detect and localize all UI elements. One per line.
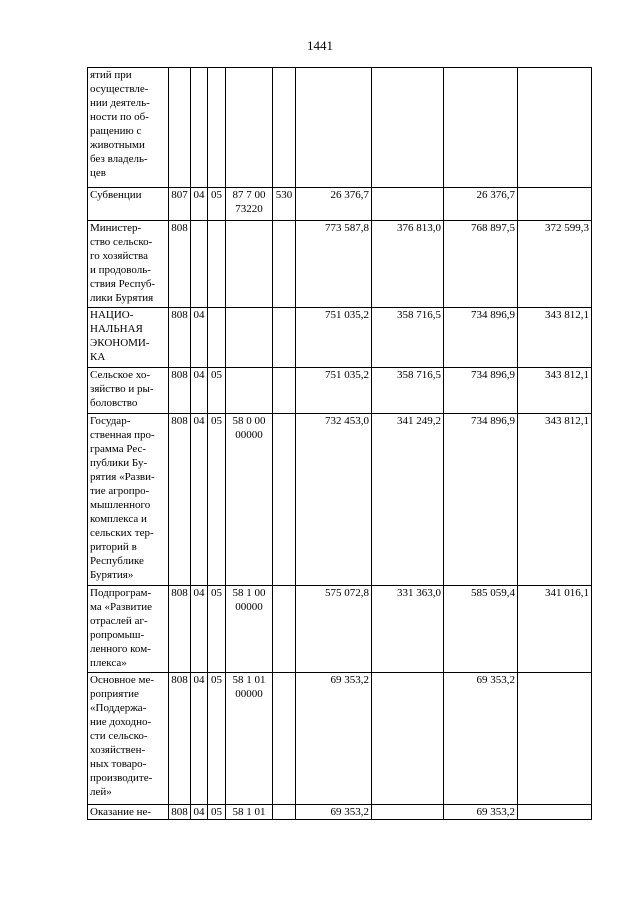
value-3 xyxy=(444,188,518,221)
rz-code-text: 04 xyxy=(193,309,205,321)
value-1 xyxy=(296,414,372,586)
csr-code xyxy=(226,414,273,586)
value-2-text: 358 716,5 xyxy=(397,309,441,321)
row-name-text: Оказание не- xyxy=(90,806,152,818)
value-4 xyxy=(518,308,592,368)
gr-code-text: 808 xyxy=(171,222,188,234)
value-4 xyxy=(518,368,592,414)
gr-code-text: 808 xyxy=(171,309,188,321)
gr-code xyxy=(169,586,191,673)
pr-code-text: 05 xyxy=(211,369,222,381)
pr-code-text: 05 xyxy=(211,674,222,686)
rz-code xyxy=(191,368,208,414)
table-row xyxy=(88,586,592,673)
row-name-text: ятий при осуществле- нии деятель- ности по об- ращению с животными без владель- цев xyxy=(90,69,150,179)
row-name-text: Субвенции xyxy=(90,189,142,201)
table-row xyxy=(88,368,592,414)
rz-code xyxy=(191,805,208,820)
table-row xyxy=(88,673,592,805)
vr-code xyxy=(273,673,296,805)
table-row xyxy=(88,308,592,368)
vr-code-text: 530 xyxy=(275,189,293,201)
value-4 xyxy=(518,805,592,820)
row-name xyxy=(88,805,169,820)
csr-code xyxy=(226,586,273,673)
table-row xyxy=(88,221,592,308)
row-name xyxy=(88,368,169,414)
value-3-text: 734 896,9 xyxy=(471,415,515,427)
rz-code xyxy=(191,68,208,188)
gr-code xyxy=(169,673,191,805)
gr-code-text: 807 xyxy=(171,189,188,201)
value-3-text: 734 896,9 xyxy=(471,369,515,381)
pr-code xyxy=(208,368,226,414)
pr-code-text: 05 xyxy=(211,415,222,427)
page-number: 1441 xyxy=(307,38,333,53)
value-1-text: 69 353,2 xyxy=(330,806,369,818)
value-3 xyxy=(444,414,518,586)
table-body xyxy=(88,68,592,820)
pr-code xyxy=(208,805,226,820)
row-name-text: НАЦИО- НАЛЬНАЯ ЭКОНОМИ- КА xyxy=(90,309,150,363)
pr-code-text: 05 xyxy=(211,587,222,599)
value-1-text: 575 072,8 xyxy=(325,587,369,599)
csr-code-text: 87 7 00 73220 xyxy=(232,189,266,215)
value-3-text: 585 059,4 xyxy=(471,587,515,599)
table-row xyxy=(88,414,592,586)
pr-code xyxy=(208,673,226,805)
value-1 xyxy=(296,221,372,308)
row-name xyxy=(88,673,169,805)
vr-code xyxy=(273,68,296,188)
rz-code xyxy=(191,586,208,673)
value-1-text: 26 376,7 xyxy=(330,189,369,201)
pr-code xyxy=(208,308,226,368)
value-1 xyxy=(296,308,372,368)
row-name-text: Государ- ственная про- грамма Рес- публики Бу- рятия «Разви- тие агропро- мышленного комплекса и сельских тер- риторий в Республике Бурятия» xyxy=(90,415,155,581)
gr-code-text: 808 xyxy=(171,587,188,599)
value-2 xyxy=(372,414,444,586)
gr-code-text: 808 xyxy=(171,806,188,818)
gr-code-text: 808 xyxy=(171,674,188,686)
value-2-text: 376 813,0 xyxy=(397,222,441,234)
pr-code xyxy=(208,586,226,673)
value-4 xyxy=(518,188,592,221)
value-2 xyxy=(372,673,444,805)
value-2 xyxy=(372,221,444,308)
csr-code-text: 58 1 01 xyxy=(232,806,266,818)
pr-code-text: 05 xyxy=(211,189,222,201)
value-2 xyxy=(372,308,444,368)
row-name-text: Министер- ство сельско- го хозяйства и продоволь- ствия Респуб- лики Бурятия xyxy=(90,222,156,304)
csr-code-text: 58 1 00 00000 xyxy=(232,587,266,613)
value-4 xyxy=(518,414,592,586)
value-2 xyxy=(372,805,444,820)
gr-code xyxy=(169,308,191,368)
value-3-text: 69 353,2 xyxy=(476,674,515,686)
rz-code-text: 04 xyxy=(193,189,205,201)
csr-code-text: 58 1 01 00000 xyxy=(232,674,266,700)
vr-code xyxy=(273,221,296,308)
rz-code-text: 04 xyxy=(193,806,205,818)
row-name xyxy=(88,188,169,221)
pr-code xyxy=(208,221,226,308)
vr-code xyxy=(273,308,296,368)
value-4 xyxy=(518,221,592,308)
pr-code xyxy=(208,188,226,221)
rz-code xyxy=(191,308,208,368)
value-4-text: 341 016,1 xyxy=(545,587,589,599)
value-3-text: 768 897,5 xyxy=(471,222,515,234)
value-4 xyxy=(518,68,592,188)
pr-code-text: 05 xyxy=(211,806,222,818)
value-2-text: 341 249,2 xyxy=(397,415,441,427)
value-4-text: 343 812,1 xyxy=(545,369,589,381)
csr-code xyxy=(226,368,273,414)
csr-code xyxy=(226,673,273,805)
row-name-text: Сельское хо- зяйство и ры- боловство xyxy=(90,369,154,409)
value-1 xyxy=(296,68,372,188)
value-1 xyxy=(296,673,372,805)
row-name xyxy=(88,586,169,673)
gr-code-text: 808 xyxy=(171,369,188,381)
value-3 xyxy=(444,805,518,820)
value-4 xyxy=(518,673,592,805)
value-3 xyxy=(444,221,518,308)
gr-code xyxy=(169,188,191,221)
table-row xyxy=(88,68,592,188)
rz-code-text: 04 xyxy=(193,415,205,427)
csr-code xyxy=(226,188,273,221)
gr-code xyxy=(169,414,191,586)
csr-code xyxy=(226,805,273,820)
value-4-text: 343 812,1 xyxy=(545,309,589,321)
value-1 xyxy=(296,586,372,673)
value-1 xyxy=(296,368,372,414)
value-2 xyxy=(372,68,444,188)
value-1-text: 751 035,2 xyxy=(325,369,369,381)
row-name xyxy=(88,414,169,586)
value-3-text: 69 353,2 xyxy=(476,806,515,818)
value-2-text: 358 716,5 xyxy=(397,369,441,381)
value-3-text: 26 376,7 xyxy=(476,189,515,201)
csr-code xyxy=(226,68,273,188)
gr-code xyxy=(169,805,191,820)
gr-code xyxy=(169,221,191,308)
value-1-text: 751 035,2 xyxy=(325,309,369,321)
value-1-text: 732 453,0 xyxy=(325,415,369,427)
value-2-text: 331 363,0 xyxy=(397,587,441,599)
rz-code xyxy=(191,188,208,221)
value-2 xyxy=(372,368,444,414)
value-4-text: 372 599,3 xyxy=(545,222,589,234)
csr-code xyxy=(226,221,273,308)
rz-code xyxy=(191,221,208,308)
vr-code xyxy=(273,368,296,414)
value-3 xyxy=(444,368,518,414)
value-3 xyxy=(444,673,518,805)
row-name xyxy=(88,308,169,368)
value-1-text: 69 353,2 xyxy=(330,674,369,686)
value-2 xyxy=(372,188,444,221)
value-1 xyxy=(296,805,372,820)
value-3-text: 734 896,9 xyxy=(471,309,515,321)
csr-code-text: 58 0 00 00000 xyxy=(232,415,266,441)
table-row xyxy=(88,805,592,820)
pr-code xyxy=(208,414,226,586)
value-4 xyxy=(518,586,592,673)
value-2 xyxy=(372,586,444,673)
rz-code-text: 04 xyxy=(193,674,205,686)
value-3 xyxy=(444,586,518,673)
rz-code-text: 04 xyxy=(193,369,205,381)
budget-table xyxy=(87,67,592,820)
vr-code xyxy=(273,414,296,586)
csr-code xyxy=(226,308,273,368)
vr-code xyxy=(273,805,296,820)
rz-code xyxy=(191,414,208,586)
rz-code-text: 04 xyxy=(193,587,205,599)
gr-code-text: 808 xyxy=(171,415,188,427)
vr-code xyxy=(273,586,296,673)
table-row xyxy=(88,188,592,221)
value-3 xyxy=(444,308,518,368)
value-4-text: 343 812,1 xyxy=(545,415,589,427)
rz-code xyxy=(191,673,208,805)
gr-code xyxy=(169,68,191,188)
vr-code xyxy=(273,188,296,221)
pr-code xyxy=(208,68,226,188)
row-name-text: Основное ме- роприятие «Поддержа- ние доходно- сти сельско- хозяйствен- ных товаро- производите- лей» xyxy=(90,674,155,798)
gr-code xyxy=(169,368,191,414)
value-1-text: 773 587,8 xyxy=(325,222,369,234)
value-1 xyxy=(296,188,372,221)
value-3 xyxy=(444,68,518,188)
row-name xyxy=(88,221,169,308)
row-name xyxy=(88,68,169,188)
row-name-text: Подпрограм- ма «Развитие отраслей аг- ропромыш- ленного ком- плекса» xyxy=(90,587,153,669)
